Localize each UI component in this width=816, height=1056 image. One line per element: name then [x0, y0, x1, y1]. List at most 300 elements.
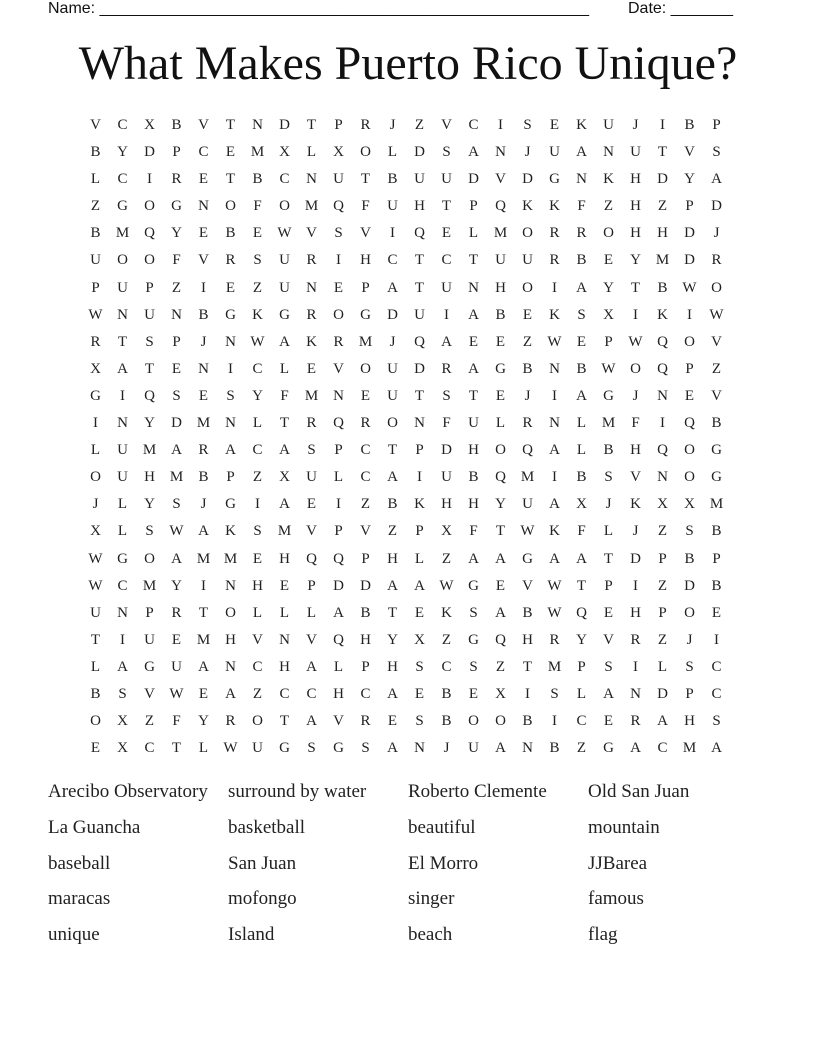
grid-letter[interactable]: I [444, 306, 449, 323]
grid-letter[interactable]: W [547, 333, 562, 350]
grid-letter[interactable]: S [415, 713, 424, 730]
grid-letter[interactable]: G [171, 198, 182, 215]
grid-letter[interactable]: A [495, 550, 506, 567]
grid-letter[interactable]: H [225, 631, 236, 648]
grid-letter[interactable]: N [198, 360, 209, 377]
grid-letter[interactable]: P [712, 117, 721, 133]
grid-letter[interactable]: S [712, 144, 721, 161]
grid-letter[interactable]: K [630, 496, 641, 513]
grid-letter[interactable]: O [468, 713, 479, 730]
grid-letter[interactable]: X [333, 144, 344, 161]
grid-letter[interactable]: S [253, 252, 262, 269]
grid-letter[interactable]: B [711, 523, 722, 540]
grid-letter[interactable]: E [279, 577, 290, 594]
grid-letter[interactable]: M [277, 523, 292, 540]
grid-letter[interactable]: I [228, 360, 233, 377]
grid-letter[interactable]: A [387, 740, 398, 757]
grid-letter[interactable]: P [577, 658, 586, 675]
grid-letter[interactable]: C [117, 117, 128, 133]
grid-letter[interactable]: T [522, 658, 533, 675]
grid-letter[interactable]: Q [306, 550, 317, 567]
grid-letter[interactable]: I [552, 387, 557, 404]
grid-letter[interactable]: E [468, 685, 479, 702]
grid-letter[interactable]: B [576, 360, 587, 377]
grid-letter[interactable]: T [279, 713, 290, 730]
grid-letter[interactable]: P [307, 577, 316, 594]
grid-letter[interactable]: C [360, 685, 371, 702]
grid-letter[interactable]: N [333, 387, 344, 404]
grid-letter[interactable]: Z [414, 117, 425, 133]
grid-letter[interactable]: D [171, 415, 182, 432]
grid-letter[interactable]: S [604, 469, 613, 486]
grid-letter[interactable]: J [389, 117, 396, 133]
grid-letter[interactable]: O [630, 360, 641, 377]
grid-letter[interactable]: G [468, 631, 479, 648]
grid-letter[interactable]: P [172, 333, 181, 350]
grid-letter[interactable]: D [630, 550, 641, 567]
grid-letter[interactable]: L [252, 604, 263, 621]
grid-letter[interactable]: Q [333, 550, 344, 567]
grid-letter[interactable]: N [117, 415, 128, 432]
grid-letter[interactable]: O [252, 713, 263, 730]
grid-letter[interactable]: R [630, 631, 641, 648]
grid-letter[interactable]: H [387, 658, 398, 675]
grid-letter[interactable]: R [360, 713, 371, 730]
grid-letter[interactable]: S [307, 740, 316, 757]
grid-letter[interactable]: G [279, 306, 290, 323]
grid-letter[interactable]: V [90, 117, 101, 133]
grid-letter[interactable]: D [333, 577, 344, 594]
grid-letter[interactable]: B [252, 171, 263, 188]
grid-letter[interactable]: W [520, 523, 535, 540]
grid-letter[interactable]: V [360, 225, 371, 242]
grid-letter[interactable]: A [306, 713, 317, 730]
grid-letter[interactable]: U [252, 740, 263, 757]
grid-letter[interactable]: G [279, 740, 290, 757]
grid-letter[interactable]: Q [495, 198, 506, 215]
grid-letter[interactable]: B [711, 415, 722, 432]
grid-letter[interactable]: K [225, 523, 236, 540]
grid-letter[interactable]: Y [603, 279, 614, 296]
grid-letter[interactable]: P [91, 279, 100, 296]
grid-letter[interactable]: M [304, 387, 319, 404]
grid-letter[interactable]: X [684, 496, 695, 513]
grid-letter[interactable]: E [441, 225, 452, 242]
grid-letter[interactable]: X [144, 117, 155, 133]
grid-letter[interactable]: L [333, 658, 344, 675]
grid-letter[interactable]: H [630, 198, 641, 215]
grid-letter[interactable]: W [709, 306, 724, 323]
grid-letter[interactable]: C [711, 685, 722, 702]
grid-letter[interactable]: Z [657, 523, 668, 540]
grid-letter[interactable]: B [387, 171, 398, 188]
grid-letter[interactable]: U [522, 252, 533, 269]
grid-letter[interactable]: I [498, 117, 503, 133]
grid-letter[interactable]: R [522, 415, 533, 432]
grid-letter[interactable]: I [552, 279, 557, 296]
grid-letter[interactable]: V [306, 225, 317, 242]
grid-letter[interactable]: M [196, 550, 211, 567]
grid-letter[interactable]: T [279, 415, 290, 432]
grid-letter[interactable]: U [414, 306, 425, 323]
grid-letter[interactable]: B [522, 360, 533, 377]
grid-letter[interactable]: L [279, 604, 290, 621]
grid-letter[interactable]: U [279, 252, 290, 269]
grid-letter[interactable]: S [172, 387, 181, 404]
grid-letter[interactable]: P [415, 523, 424, 540]
grid-letter[interactable]: V [630, 469, 641, 486]
grid-letter[interactable]: G [711, 442, 722, 459]
grid-letter[interactable]: E [549, 117, 560, 133]
grid-letter[interactable]: I [255, 496, 260, 513]
grid-letter[interactable]: I [336, 496, 341, 513]
grid-letter[interactable]: K [549, 198, 560, 215]
grid-letter[interactable]: G [225, 496, 236, 513]
grid-letter[interactable]: Y [117, 144, 128, 161]
grid-letter[interactable]: A [603, 685, 614, 702]
grid-letter[interactable]: A [495, 740, 506, 757]
grid-letter[interactable]: Z [576, 740, 587, 757]
grid-letter[interactable]: G [117, 198, 128, 215]
grid-letter[interactable]: J [200, 333, 207, 350]
grid-letter[interactable]: A [441, 333, 452, 350]
grid-letter[interactable]: U [90, 604, 101, 621]
grid-letter[interactable]: F [280, 387, 289, 404]
grid-letter[interactable]: P [361, 658, 370, 675]
grid-letter[interactable]: A [414, 577, 425, 594]
grid-letter[interactable]: N [225, 577, 236, 594]
grid-letter[interactable]: J [443, 740, 450, 757]
grid-letter[interactable]: I [633, 577, 638, 594]
grid-letter[interactable]: R [198, 442, 209, 459]
grid-letter[interactable]: S [685, 523, 694, 540]
grid-letter[interactable]: B [684, 550, 695, 567]
grid-letter[interactable]: M [601, 415, 616, 432]
grid-letter[interactable]: B [360, 604, 371, 621]
grid-letter[interactable]: F [469, 523, 478, 540]
grid-letter[interactable]: X [495, 685, 506, 702]
grid-letter[interactable]: V [306, 523, 317, 540]
grid-letter[interactable]: U [279, 279, 290, 296]
grid-letter[interactable]: O [144, 252, 155, 269]
grid-letter[interactable]: O [684, 333, 695, 350]
grid-letter[interactable]: Z [603, 198, 614, 215]
grid-letter[interactable]: O [333, 306, 344, 323]
grid-letter[interactable]: I [687, 306, 692, 323]
grid-letter[interactable]: M [142, 442, 157, 459]
grid-letter[interactable]: O [225, 198, 236, 215]
grid-letter[interactable]: E [495, 577, 506, 594]
grid-letter[interactable]: H [630, 604, 641, 621]
grid-letter[interactable]: C [117, 171, 128, 188]
grid-letter[interactable]: A [279, 333, 290, 350]
grid-letter[interactable]: E [576, 333, 587, 350]
grid-letter[interactable]: T [144, 360, 155, 377]
grid-letter[interactable]: G [603, 387, 614, 404]
grid-letter[interactable]: S [118, 685, 127, 702]
grid-letter[interactable]: E [387, 713, 398, 730]
grid-letter[interactable]: A [387, 469, 398, 486]
grid-letter[interactable]: G [468, 577, 479, 594]
grid-letter[interactable]: A [495, 604, 506, 621]
grid-letter[interactable]: R [306, 415, 317, 432]
grid-letter[interactable]: G [90, 387, 101, 404]
grid-letter[interactable]: X [279, 144, 290, 161]
grid-letter[interactable]: T [387, 442, 398, 459]
grid-letter[interactable]: F [442, 415, 451, 432]
grid-letter[interactable]: E [171, 631, 182, 648]
grid-letter[interactable]: R [576, 225, 587, 242]
grid-letter[interactable]: U [387, 198, 398, 215]
grid-letter[interactable]: A [387, 279, 398, 296]
grid-letter[interactable]: C [387, 252, 398, 269]
grid-letter[interactable]: P [334, 117, 343, 133]
grid-letter[interactable]: I [201, 577, 206, 594]
grid-letter[interactable]: Z [360, 496, 371, 513]
grid-letter[interactable]: L [414, 550, 425, 567]
grid-letter[interactable]: T [171, 740, 182, 757]
grid-letter[interactable]: P [604, 333, 613, 350]
grid-letter[interactable]: B [684, 117, 695, 133]
grid-letter[interactable]: F [172, 713, 181, 730]
grid-letter[interactable]: U [90, 252, 101, 269]
grid-letter[interactable]: S [469, 604, 478, 621]
grid-letter[interactable]: W [88, 306, 103, 323]
grid-letter[interactable]: E [414, 685, 425, 702]
grid-letter[interactable]: I [390, 225, 395, 242]
grid-letter[interactable]: H [657, 225, 668, 242]
grid-letter[interactable]: V [198, 117, 209, 133]
grid-letter[interactable]: O [684, 442, 695, 459]
grid-letter[interactable]: Z [711, 360, 722, 377]
grid-letter[interactable]: N [171, 306, 182, 323]
grid-letter[interactable]: R [306, 306, 317, 323]
grid-letter[interactable]: D [414, 360, 425, 377]
grid-letter[interactable]: O [144, 198, 155, 215]
grid-letter[interactable]: N [198, 198, 209, 215]
grid-letter[interactable]: S [442, 387, 451, 404]
grid-letter[interactable]: D [522, 171, 533, 188]
grid-letter[interactable]: N [576, 171, 587, 188]
grid-letter[interactable]: B [468, 469, 479, 486]
grid-letter[interactable]: B [657, 279, 668, 296]
grid-letter[interactable]: L [90, 442, 101, 459]
grid-letter[interactable]: M [547, 658, 562, 675]
grid-letter[interactable]: L [306, 604, 317, 621]
grid-letter[interactable]: H [360, 252, 371, 269]
grid-letter[interactable]: A [549, 496, 560, 513]
grid-letter[interactable]: D [657, 685, 668, 702]
grid-letter[interactable]: C [279, 171, 290, 188]
grid-letter[interactable]: G [225, 306, 236, 323]
grid-letter[interactable]: Z [144, 713, 155, 730]
grid-letter[interactable]: Q [495, 631, 506, 648]
grid-letter[interactable]: M [196, 415, 211, 432]
grid-letter[interactable]: Z [441, 631, 452, 648]
grid-letter[interactable]: B [441, 685, 452, 702]
grid-letter[interactable]: N [225, 415, 236, 432]
grid-letter[interactable]: I [417, 469, 422, 486]
grid-letter[interactable]: L [333, 469, 344, 486]
grid-letter[interactable]: H [333, 685, 344, 702]
grid-letter[interactable]: P [361, 279, 370, 296]
grid-letter[interactable]: A [225, 442, 236, 459]
grid-letter[interactable]: L [306, 144, 317, 161]
grid-letter[interactable]: K [576, 117, 587, 133]
grid-letter[interactable]: V [711, 333, 722, 350]
grid-letter[interactable]: O [711, 279, 722, 296]
grid-letter[interactable]: K [414, 496, 425, 513]
grid-letter[interactable]: C [306, 685, 317, 702]
grid-letter[interactable]: Q [144, 225, 155, 242]
grid-letter[interactable]: U [117, 469, 128, 486]
grid-letter[interactable]: T [414, 279, 425, 296]
grid-letter[interactable]: O [603, 225, 614, 242]
grid-letter[interactable]: H [630, 225, 641, 242]
grid-letter[interactable]: O [522, 225, 533, 242]
grid-letter[interactable]: F [172, 252, 181, 269]
grid-letter[interactable]: Y [684, 171, 695, 188]
grid-letter[interactable]: Q [657, 442, 668, 459]
grid-letter[interactable]: C [252, 360, 263, 377]
grid-letter[interactable]: M [709, 496, 724, 513]
grid-letter[interactable]: E [198, 387, 209, 404]
grid-letter[interactable]: A [711, 171, 722, 188]
grid-letter[interactable]: L [495, 415, 506, 432]
grid-letter[interactable]: P [685, 198, 694, 215]
grid-letter[interactable]: N [279, 631, 290, 648]
grid-letter[interactable]: O [117, 252, 128, 269]
grid-letter[interactable]: T [90, 631, 101, 648]
grid-letter[interactable]: O [90, 713, 101, 730]
grid-letter[interactable]: A [630, 740, 641, 757]
grid-letter[interactable]: U [144, 631, 155, 648]
grid-letter[interactable]: F [577, 523, 586, 540]
grid-letter[interactable]: E [603, 713, 614, 730]
grid-letter[interactable]: O [279, 198, 290, 215]
grid-letter[interactable]: U [522, 496, 533, 513]
grid-letter[interactable]: M [304, 198, 319, 215]
grid-letter[interactable]: N [225, 333, 236, 350]
grid-letter[interactable]: C [441, 252, 452, 269]
grid-letter[interactable]: L [576, 442, 587, 459]
grid-letter[interactable]: B [90, 225, 101, 242]
grid-letter[interactable]: P [685, 685, 694, 702]
grid-letter[interactable]: G [549, 171, 560, 188]
grid-letter[interactable]: A [468, 550, 479, 567]
grid-letter[interactable]: W [169, 523, 184, 540]
grid-letter[interactable]: J [713, 225, 720, 242]
grid-letter[interactable]: I [552, 713, 557, 730]
grid-letter[interactable]: K [549, 306, 560, 323]
grid-letter[interactable]: A [225, 685, 236, 702]
grid-letter[interactable]: M [196, 631, 211, 648]
grid-letter[interactable]: O [495, 442, 506, 459]
grid-letter[interactable]: T [576, 577, 587, 594]
grid-letter[interactable]: E [225, 144, 236, 161]
grid-letter[interactable]: F [253, 198, 262, 215]
grid-letter[interactable]: H [279, 550, 290, 567]
grid-letter[interactable]: R [630, 713, 641, 730]
grid-letter[interactable]: L [387, 144, 398, 161]
grid-letter[interactable]: S [172, 496, 181, 513]
grid-letter[interactable]: V [333, 360, 344, 377]
grid-letter[interactable]: E [603, 252, 614, 269]
grid-letter[interactable]: J [524, 144, 531, 161]
grid-letter[interactable]: H [252, 577, 263, 594]
grid-letter[interactable]: Y [576, 631, 587, 648]
grid-letter[interactable]: U [468, 415, 479, 432]
grid-letter[interactable]: V [360, 523, 371, 540]
grid-letter[interactable]: U [549, 144, 560, 161]
grid-letter[interactable]: H [468, 496, 479, 513]
grid-letter[interactable]: S [550, 685, 559, 702]
grid-letter[interactable]: H [630, 171, 641, 188]
grid-letter[interactable]: N [117, 306, 128, 323]
grid-letter[interactable]: W [682, 279, 697, 296]
grid-letter[interactable]: U [387, 387, 398, 404]
grid-letter[interactable]: E [333, 279, 344, 296]
grid-letter[interactable]: D [684, 252, 695, 269]
grid-letter[interactable]: X [603, 306, 614, 323]
grid-letter[interactable]: T [603, 550, 614, 567]
grid-letter[interactable]: M [655, 252, 670, 269]
grid-letter[interactable]: H [414, 198, 425, 215]
grid-letter[interactable]: R [171, 604, 182, 621]
grid-letter[interactable]: V [495, 171, 506, 188]
grid-letter[interactable]: K [306, 333, 317, 350]
grid-letter[interactable]: B [522, 604, 533, 621]
grid-letter[interactable]: U [387, 360, 398, 377]
grid-letter[interactable]: R [306, 252, 317, 269]
grid-letter[interactable]: N [495, 144, 506, 161]
grid-letter[interactable]: M [358, 333, 373, 350]
grid-letter[interactable]: P [334, 442, 343, 459]
grid-letter[interactable]: J [200, 496, 207, 513]
grid-letter[interactable]: X [117, 713, 128, 730]
grid-letter[interactable]: M [250, 144, 265, 161]
grid-letter[interactable]: W [250, 333, 265, 350]
grid-letter[interactable]: R [225, 713, 236, 730]
grid-letter[interactable]: H [279, 658, 290, 675]
grid-letter[interactable]: L [603, 523, 614, 540]
grid-letter[interactable]: N [522, 740, 533, 757]
grid-letter[interactable]: M [142, 577, 157, 594]
grid-letter[interactable]: Y [495, 496, 506, 513]
grid-letter[interactable]: E [198, 685, 209, 702]
grid-letter[interactable]: U [468, 740, 479, 757]
grid-letter[interactable]: P [712, 550, 721, 567]
grid-letter[interactable]: L [279, 360, 290, 377]
grid-letter[interactable]: V [522, 577, 533, 594]
grid-letter[interactable]: Q [657, 333, 668, 350]
grid-letter[interactable]: D [144, 144, 155, 161]
grid-letter[interactable]: W [547, 577, 562, 594]
grid-letter[interactable]: Q [333, 631, 344, 648]
grid-letter[interactable]: M [682, 740, 697, 757]
grid-letter[interactable]: N [117, 604, 128, 621]
grid-letter[interactable]: I [633, 306, 638, 323]
grid-letter[interactable]: A [468, 144, 479, 161]
grid-letter[interactable]: N [468, 279, 479, 296]
grid-letter[interactable]: Z [495, 658, 506, 675]
grid-letter[interactable]: E [252, 550, 263, 567]
grid-letter[interactable]: X [90, 360, 101, 377]
grid-letter[interactable]: I [120, 387, 125, 404]
grid-letter[interactable]: B [522, 713, 533, 730]
grid-letter[interactable]: R [549, 252, 560, 269]
grid-letter[interactable]: W [277, 225, 292, 242]
